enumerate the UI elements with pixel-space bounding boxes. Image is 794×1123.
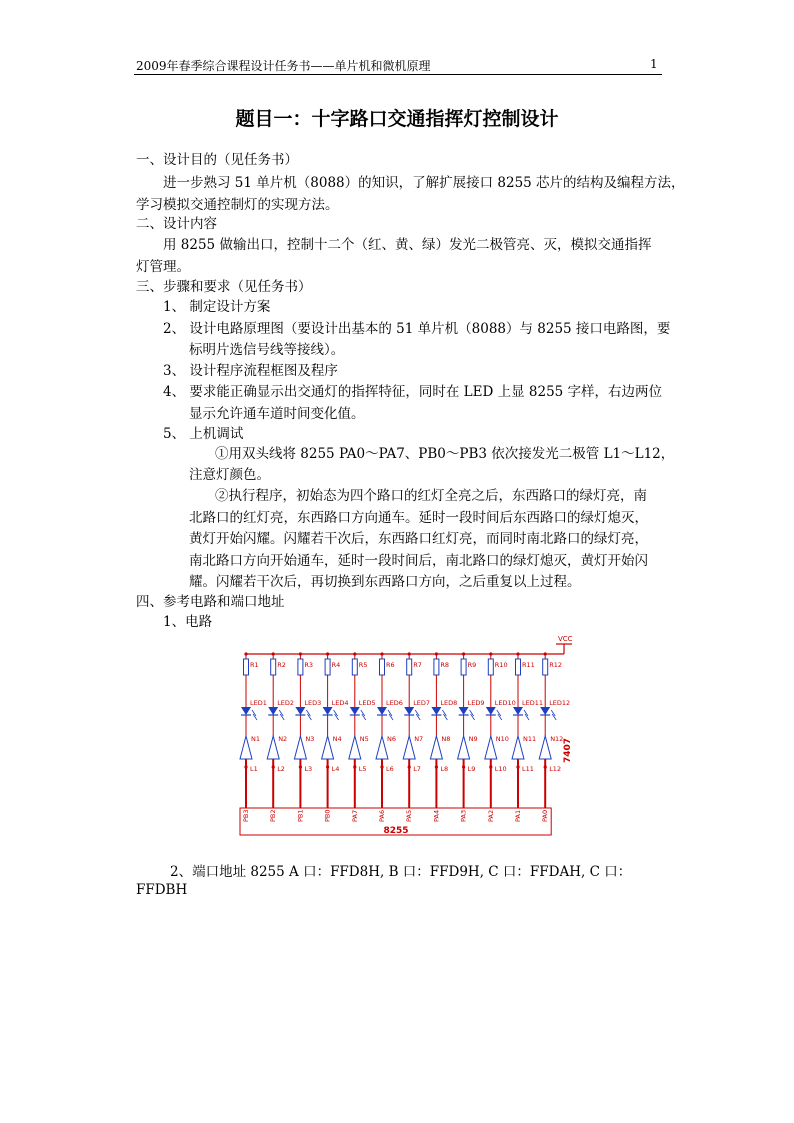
- resistor-label: R7: [413, 661, 422, 669]
- text-line: ①用双头线将 8255 PA0～PA7、PB0～PB3 依次接发光二极管 L1～L12，: [215, 446, 675, 462]
- light-label: L9: [467, 765, 476, 773]
- light-label: L3: [304, 765, 313, 773]
- resistor-label: R1: [250, 661, 259, 669]
- pin-dot: [272, 765, 275, 768]
- led-diode: [241, 707, 251, 715]
- light-label: L8: [440, 765, 449, 773]
- text-line: 3、 设计程序流程框图及程序: [163, 363, 338, 379]
- chip-label: 8255: [383, 826, 409, 836]
- led-diode: [323, 707, 333, 715]
- led-label: LED8: [440, 699, 458, 707]
- resistor-label: R12: [549, 661, 562, 669]
- text-line: 黄灯开始闪耀。闪耀若干次后，东西路口红灯亮，而同时南北路口的绿灯亮，: [189, 531, 648, 547]
- text-line: 北路口的红灯亮，东西路口方向通车。延时一段时间后东西路口的绿灯熄灭，: [189, 510, 648, 526]
- resistor: [352, 659, 357, 675]
- light-label: L6: [386, 765, 394, 773]
- resistor-label: R3: [304, 661, 314, 669]
- led-diode: [377, 707, 387, 715]
- led-label: LED7: [413, 699, 431, 707]
- light-label: L1: [250, 765, 258, 773]
- led-diode: [268, 707, 278, 715]
- pin-dot: [326, 765, 329, 768]
- led-label: LED11: [522, 699, 544, 707]
- text-line: 显示允许通车道时间变化值。: [189, 406, 365, 422]
- port-label: PB3: [242, 809, 250, 822]
- gate-label: N7: [414, 735, 424, 743]
- led-label: LED5: [358, 699, 376, 707]
- pin-dot: [244, 765, 247, 768]
- led-label: LED12: [549, 699, 571, 707]
- text-line: 4、 要求能正确显示出交通灯的指挥特征，同时在 LED 上显 8255 字样，右边两位: [163, 384, 663, 400]
- resistor-label: R6: [386, 661, 395, 669]
- port-label: PB0: [323, 809, 332, 822]
- pin-dot: [408, 765, 411, 768]
- port-label: PA3: [459, 809, 468, 822]
- gate-label: N9: [468, 735, 478, 743]
- resistor: [325, 659, 330, 675]
- resistor-label: R5: [358, 661, 368, 669]
- text-line: 南北路口方向开始通车，延时一段时间后，南北路口的绿灯熄灭，黄灯开始闪: [189, 553, 648, 569]
- document-title: 题目一：十字路口交通指挥灯控制设计: [235, 108, 559, 130]
- port-label: PA7: [350, 809, 359, 822]
- gate-label: N8: [441, 735, 451, 743]
- port-label: PA2: [486, 809, 495, 822]
- text-line: 5、 上机调试: [163, 426, 244, 442]
- text-line: 2、 设计电路原理图（要设计出基本的 51 单片机（8088）与 8255 接口电路图，要: [163, 321, 671, 337]
- light-label: L4: [331, 765, 340, 773]
- led-label: LED3: [304, 699, 322, 707]
- port-label: PA6: [378, 809, 386, 822]
- gate-label: N12: [550, 735, 564, 743]
- led-label: LED1: [250, 699, 267, 707]
- gate-label: N3: [305, 735, 315, 743]
- text-line: 标明片选信号线等接线）。: [189, 342, 345, 358]
- text-line: 三、步骤和要求（见任务书）: [136, 279, 312, 295]
- resistor: [380, 659, 385, 675]
- led-label: LED9: [467, 699, 485, 707]
- resistor-label: R4: [331, 661, 341, 669]
- light-label: L2: [277, 765, 285, 773]
- pin-dot: [299, 765, 302, 768]
- text-line: 学习模拟交通控制灯的实现方法。: [136, 197, 339, 213]
- resistor: [271, 659, 276, 675]
- led-diode: [540, 707, 550, 715]
- pin-dot: [489, 765, 492, 768]
- text-line: 灯管理。: [136, 259, 190, 275]
- led-diode: [486, 707, 496, 715]
- resistor: [543, 659, 548, 675]
- light-label: L11: [522, 765, 534, 773]
- resistor-label: R11: [522, 661, 535, 669]
- resistor: [407, 659, 412, 675]
- text-line: FFDBH: [136, 882, 188, 898]
- pin-dot: [353, 765, 356, 768]
- led-label: LED6: [386, 699, 403, 707]
- text-line: 用 8255 做输出口，控制十二个（红、黄、绿）发光二极管亮、灭，模拟交通指挥: [163, 237, 652, 253]
- led-label: LED2: [277, 699, 295, 707]
- text-line: 2、端口地址 8255 A 口：FFD8H, B 口：FFD9H, C 口：FFDAH, C 口：: [170, 864, 632, 880]
- gate-label: N1: [251, 735, 260, 743]
- text-line: 一、设计目的（见任务书）: [136, 152, 298, 168]
- gate-label: N5: [359, 735, 369, 743]
- pin-dot: [516, 765, 519, 768]
- page-number: 1: [650, 57, 658, 71]
- resistor-label: R8: [440, 661, 450, 669]
- led-diode: [431, 707, 441, 715]
- resistor-label: R2: [277, 661, 286, 669]
- gate-label: N4: [332, 735, 342, 743]
- text-line: 二、设计内容: [136, 216, 217, 232]
- port-label: PA4: [432, 809, 441, 822]
- gate-label: N6: [387, 735, 396, 743]
- text-line: 四、参考电路和端口地址: [136, 594, 285, 610]
- led-diode: [295, 707, 305, 715]
- port-label: PA0: [541, 809, 550, 822]
- pin-dot: [380, 765, 383, 768]
- resistor: [488, 659, 493, 675]
- led-label: LED10: [494, 699, 516, 707]
- light-label: L12: [549, 765, 562, 773]
- resistor: [461, 659, 466, 675]
- pin-dot: [544, 765, 547, 768]
- header-title: 2009年春季综合课程设计任务书——单片机和微机原理: [136, 59, 431, 73]
- resistor: [298, 659, 303, 675]
- port-label: PB2: [269, 809, 278, 822]
- text-line: 进一步熟习 51 单片机（8088）的知识，了解扩展接口 8255 芯片的结构及编程方法，: [163, 175, 685, 191]
- pin-dot: [462, 765, 465, 768]
- port-label: PA1: [514, 809, 522, 822]
- light-label: L10: [494, 765, 507, 773]
- text-line: 耀。闪耀若干次后，再切换到东西路口方向，之后重复以上过程。: [189, 574, 581, 590]
- resistor: [244, 659, 249, 675]
- led-label: LED4: [331, 699, 349, 707]
- light-label: L7: [413, 765, 421, 773]
- text-line: ②执行程序，初始态为四个路口的红灯全亮之后，东西路口的绿灯亮，南: [215, 488, 647, 504]
- vcc-label: VCC: [558, 635, 573, 643]
- led-diode: [350, 707, 360, 715]
- gate-label: N11: [523, 735, 537, 743]
- port-label: PA5: [405, 809, 414, 822]
- pin-dot: [435, 765, 438, 768]
- led-diode: [459, 707, 469, 715]
- led-diode: [513, 707, 523, 715]
- resistor-label: R9: [467, 661, 477, 669]
- gate-label: N10: [495, 735, 509, 743]
- resistor: [516, 659, 521, 675]
- gate-label: N2: [278, 735, 288, 743]
- resistor: [434, 659, 439, 675]
- port-label: PB1: [296, 809, 305, 822]
- text-line: 注意灯颜色。: [189, 467, 270, 483]
- text-line: 1、电路: [163, 614, 213, 630]
- resistor-label: R10: [494, 661, 508, 669]
- light-label: L5: [358, 765, 367, 773]
- led-diode: [404, 707, 414, 715]
- gate-type-label: 7407: [563, 737, 573, 763]
- text-line: 1、 制定设计方案: [163, 299, 271, 315]
